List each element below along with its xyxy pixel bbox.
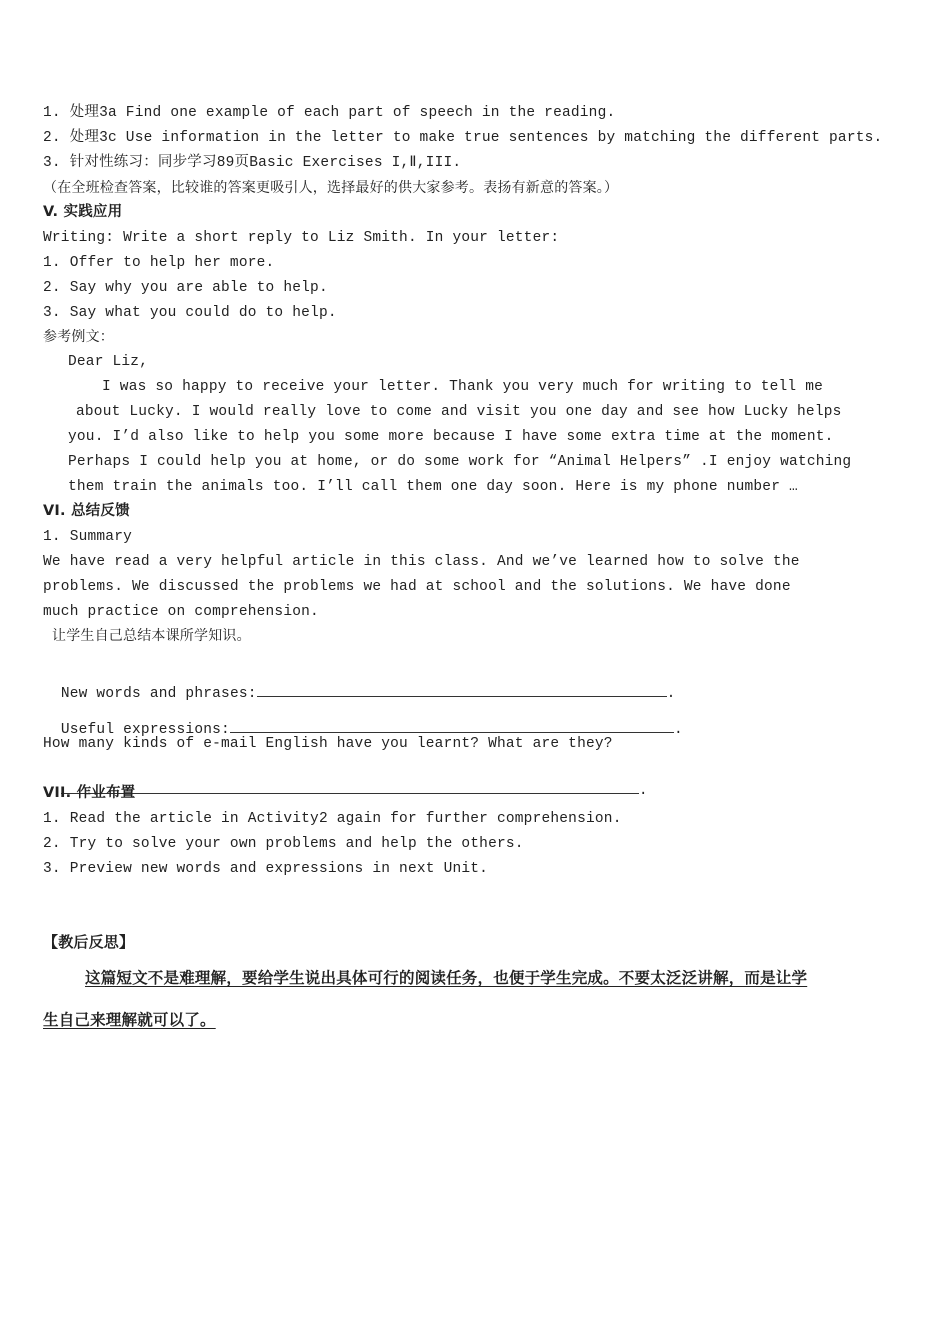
email-answer-blank[interactable] [61, 779, 639, 794]
reflection-heading: 【教后反思】 [43, 933, 135, 951]
useful-expressions-label: Useful expressions: [60, 722, 230, 738]
reflection-line-2: 生自己来理解就可以了。 [43, 1011, 216, 1029]
homework-item-3: 3. Preview new words and expressions in next Unit. [43, 861, 489, 877]
writing-item-3: 3. Say what you could do to help. [43, 305, 337, 321]
summary-label: 1. Summary [43, 529, 133, 545]
useful-expressions-period: . [673, 722, 683, 738]
letter-line-4: Perhaps I could help you at home, or do some work for “Animal Helpers” .I enjoy watching [68, 454, 852, 470]
summary-line-1: We have read a very helpful article in this class. And we’ve learned how to solve the [43, 554, 800, 570]
email-question: How many kinds of e-mail English have you learnt? What are they? [43, 736, 613, 752]
section-5-heading: V. 实践应用 [43, 204, 123, 220]
email-answer-period: . [638, 783, 648, 799]
letter-line-1: I was so happy to receive your letter. Thank you very much for writing to tell me [102, 379, 824, 395]
new-words-period: . [666, 686, 676, 702]
summary-line-2: problems. We discussed the problems we had at school and the solutions. We have done [43, 579, 791, 595]
letter-line-3: you. I’d also like to help you some more because I have some extra time at the moment. [68, 429, 834, 445]
task-item-2: 2. 处理3c Use information in the letter to make true sentences by matching the different parts. [43, 130, 883, 146]
letter-line-5: them train the animals too. I’ll call them one day soon. Here is my phone number … [68, 479, 798, 495]
new-words-blank[interactable] [257, 682, 667, 697]
letter-line-2: about Lucky. I would really love to come and visit you one day and see how Lucky helps [76, 404, 842, 420]
task-note: （在全班检查答案，比较谁的答案更吸引人，选择最好的供大家参考。表扬有新意的答案。） [43, 180, 619, 196]
letter-salutation: Dear Liz, [68, 354, 149, 370]
section-7-heading: VII. 作业布置 [43, 785, 136, 801]
summary-instruction: 让学生自己总结本课所学知识。 [52, 628, 251, 644]
writing-item-2: 2. Say why you are able to help. [43, 280, 328, 296]
writing-intro: Writing: Write a short reply to Liz Smith. In your letter: [43, 230, 560, 246]
homework-item-2: 2. Try to solve your own problems and help the others. [43, 836, 524, 852]
task-item-1: 1. 处理3a Find one example of each part of speech in the reading. [43, 105, 616, 121]
new-words-label: New words and phrases: [60, 686, 257, 702]
sample-label: 参考例文： [43, 329, 114, 345]
section-6-heading: VI. 总结反馈 [43, 503, 130, 519]
summary-line-3: much practice on comprehension. [43, 604, 319, 620]
writing-item-1: 1. Offer to help her more. [43, 255, 275, 271]
useful-expressions-blank[interactable] [230, 718, 674, 733]
homework-item-1: 1. Read the article in Activity2 again for further comprehension. [43, 811, 622, 827]
task-item-3: 3. 针对性练习：同步学习89页Basic Exercises I,Ⅱ,III. [43, 155, 462, 171]
reflection-line-1: 这篇短文不是难理解，要给学生说出具体可行的阅读任务，也便于学生完成。不要太泛泛讲解，而是让学 [85, 969, 808, 987]
